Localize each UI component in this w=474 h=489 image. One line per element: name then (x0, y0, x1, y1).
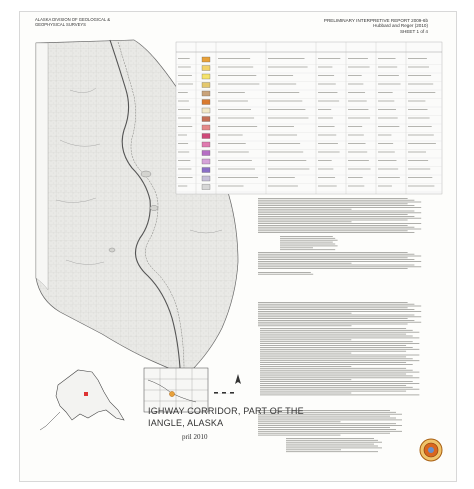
legend-text-line (268, 160, 306, 161)
text-line (260, 364, 413, 365)
legend-text-line (408, 92, 435, 93)
legend-text-line (218, 58, 250, 59)
text-line (260, 383, 419, 384)
legend-swatch (202, 108, 210, 113)
text-line (260, 377, 419, 378)
legend-text-line (318, 126, 335, 127)
legend-text-line (218, 118, 254, 119)
legend-text-line (268, 135, 297, 136)
text-line (258, 324, 408, 325)
text-line (260, 391, 406, 392)
text-line (258, 429, 396, 430)
legend-text-line (318, 186, 337, 187)
text-line (258, 265, 414, 266)
legend-text-line (218, 135, 243, 136)
north-arrow-icon (235, 374, 241, 384)
text-line (258, 259, 414, 260)
legend-text-line (178, 160, 190, 161)
legend-text-line (348, 101, 367, 102)
text-line (260, 353, 351, 354)
text-line (280, 249, 335, 250)
text-line (258, 212, 421, 213)
legend-text-line (178, 152, 189, 153)
legend-text-line (318, 92, 337, 93)
legend-text-line (218, 92, 245, 93)
legend-text-line (348, 67, 370, 68)
legend-text-line (408, 67, 429, 68)
legend-swatch (202, 57, 210, 62)
report-number: PRELIMINARY INTERPRETIVE REPORT 2009-6b (323, 18, 428, 23)
legend-text-line (178, 169, 191, 170)
legend-text-line (268, 101, 302, 102)
text-line (258, 221, 352, 222)
legend-swatch (202, 100, 210, 105)
text-line (258, 263, 352, 264)
text-line (260, 345, 406, 346)
legend-text-line (348, 92, 365, 93)
legend-text-line (318, 152, 340, 153)
text-line (260, 374, 406, 375)
text-line (258, 322, 421, 323)
legend-swatch (202, 185, 210, 190)
legend-swatch (202, 168, 210, 173)
agency-line-2: GEOPHYSICAL SURVEYS (35, 22, 86, 27)
text-line (260, 343, 419, 344)
text-line (258, 209, 352, 210)
legend-text-line (408, 58, 427, 59)
agency-line-1: ALASKA DIVISION OF GEOLOGICAL & (35, 17, 111, 22)
legend-text-line (218, 84, 259, 85)
legend-text-line (268, 152, 303, 153)
text-line (258, 316, 421, 317)
legend-text-line (218, 186, 244, 187)
legend-text-line (268, 109, 305, 110)
legend-text-line (318, 177, 335, 178)
legend-text-line (408, 84, 433, 85)
legend-text-line (348, 152, 367, 153)
legend-text-line (268, 126, 294, 127)
legend-text-line (408, 126, 432, 127)
legend-swatch (202, 134, 210, 139)
legend-text-line (408, 160, 428, 161)
legend-text-line (348, 58, 368, 59)
text-line (258, 306, 421, 307)
legend-swatch (202, 66, 210, 71)
legend-text-line (218, 143, 246, 144)
legend-text-line (378, 152, 395, 153)
text-line (260, 351, 406, 352)
legend-text-line (378, 126, 399, 127)
legend-text-line (218, 67, 253, 68)
text-line (258, 433, 390, 434)
text-line (258, 431, 402, 432)
legend-text-line (378, 67, 397, 68)
text-line (260, 366, 351, 367)
text-line (258, 307, 408, 308)
text-line (280, 242, 333, 243)
legend-text-line (348, 160, 369, 161)
legend-text-line (318, 135, 336, 136)
legend-text-line (408, 109, 428, 110)
text-line (258, 261, 421, 262)
text-line (260, 389, 419, 390)
map-date: pril 2010 (182, 433, 208, 441)
text-line (286, 438, 374, 439)
legend-text-line (268, 58, 305, 59)
legend-swatch (202, 125, 210, 130)
text-line (258, 313, 352, 314)
legend-text-line (378, 75, 399, 76)
legend-text-line (178, 118, 191, 119)
legend-text-line (348, 109, 368, 110)
legend-text-line (268, 84, 296, 85)
legend-text-line (268, 186, 298, 187)
legend-text-line (318, 101, 339, 102)
text-line (258, 214, 408, 215)
text-line (258, 320, 414, 321)
text-line (280, 240, 338, 241)
text-line (260, 330, 413, 331)
text-line (258, 198, 408, 199)
text-line (258, 252, 408, 253)
text-line (260, 334, 406, 335)
text-line (286, 448, 382, 449)
text-line (260, 393, 351, 394)
legend-swatch (202, 176, 210, 181)
text-line (286, 451, 378, 452)
legend-text-line (378, 143, 393, 144)
legend-text-line (268, 67, 308, 68)
legend-text-line (408, 118, 430, 119)
legend-text-line (218, 101, 248, 102)
legend-text-line (378, 58, 396, 59)
map-legend-table (176, 42, 442, 194)
text-line (258, 227, 414, 228)
text-line (260, 376, 413, 377)
text-line (258, 200, 414, 201)
legend-text-line (268, 92, 299, 93)
text-line (280, 247, 313, 248)
text-line (258, 205, 414, 206)
legend-text-line (178, 126, 192, 127)
text-line (286, 440, 378, 441)
text-line (258, 207, 421, 208)
legend-text-line (318, 58, 340, 59)
text-line (280, 246, 338, 247)
text-line (258, 257, 408, 258)
legend-text-line (378, 135, 391, 136)
text-line (258, 311, 421, 312)
legend-swatch (202, 151, 210, 156)
legend-text-line (408, 152, 426, 153)
legend-text-line (378, 169, 398, 170)
legend-text-line (348, 135, 364, 136)
sheet-number: SHEET 1 of 4 (399, 28, 428, 34)
text-line (260, 370, 413, 371)
legend-text-line (408, 143, 436, 144)
legend-text-line (318, 143, 338, 144)
text-line (258, 223, 421, 224)
legend-text-line (318, 75, 334, 76)
legend-swatch (202, 117, 210, 122)
text-line (260, 360, 419, 361)
legend-swatch (202, 159, 210, 164)
legend-text-line (318, 169, 333, 170)
legend-text-line (378, 92, 393, 93)
text-line (258, 325, 352, 326)
text-line (258, 315, 414, 316)
text-line (260, 395, 419, 396)
legend-text-line (218, 75, 256, 76)
text-line (260, 336, 413, 337)
text-line (258, 211, 414, 212)
text-line (258, 268, 408, 269)
text-line (280, 236, 333, 237)
legend-text-line (378, 186, 392, 187)
legend-text-line (408, 169, 430, 170)
text-line (258, 230, 408, 231)
legend-text-line (318, 67, 332, 68)
legend-text-line (178, 84, 193, 85)
legend-text-line (318, 160, 332, 161)
text-line (286, 449, 341, 450)
text-line (258, 254, 414, 255)
legend-text-line (348, 126, 362, 127)
legend-text-line (378, 160, 396, 161)
legend-text-line (348, 186, 364, 187)
legend-text-line (218, 177, 258, 178)
state-seal-icon (420, 439, 442, 461)
legend-text-line (268, 169, 309, 170)
legend-text-line (178, 135, 187, 136)
legend-text-line (378, 109, 396, 110)
legend-text-line (178, 67, 191, 68)
text-line (260, 357, 406, 358)
text-line (260, 362, 406, 363)
legend-text-line (318, 109, 331, 110)
text-line (258, 309, 414, 310)
legend-text-line (218, 160, 252, 161)
legend-text-line (268, 143, 300, 144)
text-line (260, 381, 413, 382)
legend-text-line (178, 58, 190, 59)
legend-text-line (408, 186, 434, 187)
map-title (148, 405, 304, 429)
text-line (258, 304, 414, 305)
legend-text-line (218, 109, 251, 110)
legend-text-line (268, 75, 293, 76)
text-line (280, 238, 335, 239)
text-line (260, 387, 413, 388)
legend-text-line (178, 177, 193, 178)
text-line (260, 379, 351, 380)
legend-text-line (408, 135, 434, 136)
report-authors: Hubbard and Reger (2010) (373, 23, 428, 29)
legend-text-line (178, 101, 189, 102)
text-line (286, 446, 378, 447)
text-line (260, 349, 419, 350)
legend-text-line (378, 118, 398, 119)
legend-swatch (202, 74, 210, 79)
legend-text-line (408, 75, 431, 76)
text-line (258, 266, 421, 267)
legend-text-line (268, 118, 308, 119)
text-line (260, 338, 419, 339)
legend-text-line (408, 101, 425, 102)
text-line (258, 435, 341, 436)
text-line (260, 355, 419, 356)
text-line (258, 202, 421, 203)
text-line (260, 368, 406, 369)
text-line (258, 220, 408, 221)
legend-text-line (218, 152, 249, 153)
legend-text-line (178, 109, 190, 110)
legend-text-line (348, 84, 363, 85)
text-line (258, 274, 313, 275)
text-line (258, 229, 421, 230)
legend-text-line (268, 177, 295, 178)
text-line (258, 256, 421, 257)
legend-text-line (378, 84, 401, 85)
text-line (260, 339, 351, 340)
text-line (260, 328, 406, 329)
map-title-line-2: IANGLE, ALASKA (148, 418, 224, 428)
legend-text-line (348, 143, 366, 144)
text-line (260, 341, 413, 342)
text-line (258, 216, 414, 217)
text-line (260, 358, 413, 359)
legend-text-line (178, 186, 187, 187)
legend-text-line (378, 177, 400, 178)
legend-swatch (202, 142, 210, 147)
text-line (280, 244, 335, 245)
text-line (260, 385, 406, 386)
legend-text-line (218, 169, 255, 170)
legend-text-line (348, 75, 362, 76)
text-line (260, 347, 413, 348)
legend-text-line (348, 177, 363, 178)
text-line (258, 318, 408, 319)
legend-text-line (178, 75, 192, 76)
text-line (258, 272, 311, 273)
legend-text-line (178, 143, 188, 144)
legend-text-line (178, 92, 188, 93)
text-line (258, 225, 408, 226)
legend-text-line (408, 177, 432, 178)
legend-text-line (318, 118, 333, 119)
legend-text-line (378, 101, 394, 102)
text-line (260, 332, 419, 333)
legend-text-line (348, 118, 370, 119)
legend-text-line (348, 169, 371, 170)
alaska-locator-map-icon (40, 370, 124, 430)
text-line (258, 218, 421, 219)
legend-text-line (218, 126, 257, 127)
scale-bar (214, 392, 234, 394)
text-line (260, 372, 419, 373)
text-line (286, 442, 382, 443)
text-line (258, 232, 414, 233)
legend-text-line (318, 84, 336, 85)
legend-swatch (202, 83, 210, 88)
text-line (286, 444, 374, 445)
map-title-line-1: IGHWAY CORRIDOR, PART OF THE (148, 406, 304, 416)
text-line (258, 203, 408, 204)
text-line (258, 302, 408, 303)
legend-swatch (202, 91, 210, 96)
